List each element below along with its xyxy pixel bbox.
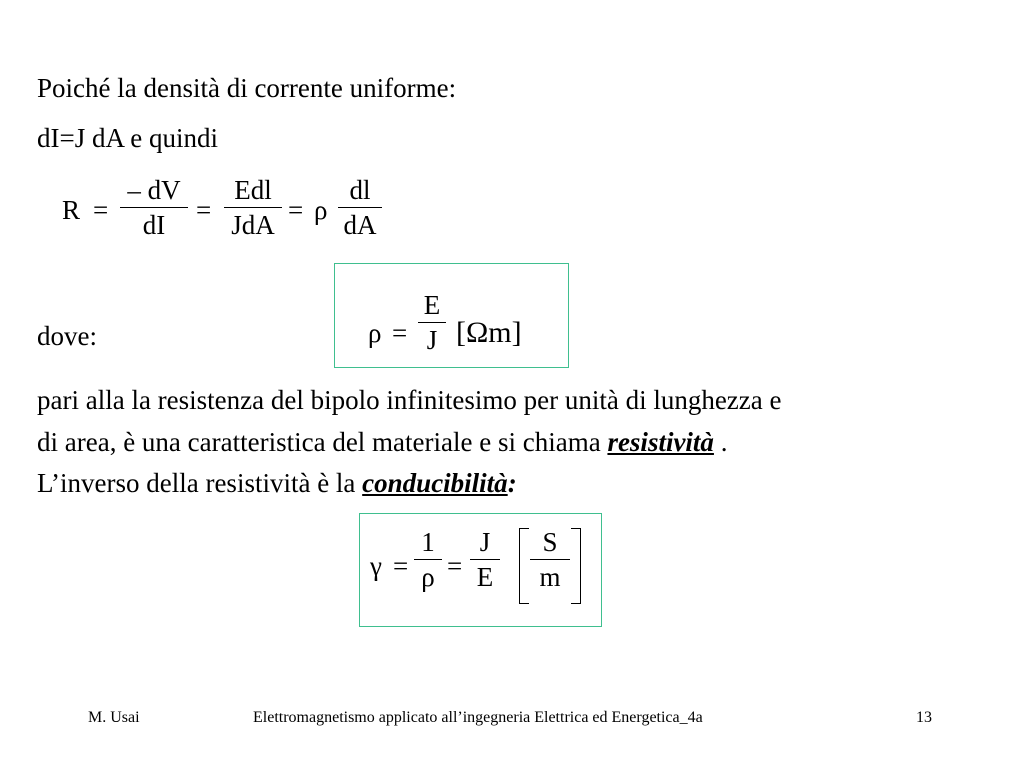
eq1-equals-3: =: [288, 195, 304, 225]
eq2-num: E: [423, 290, 441, 320]
paragraph-line-3-text: L’inverso della resistività è la: [37, 468, 363, 498]
paragraph-line-1: pari alla la resistenza del bipolo infinitesimo per unità di lunghezza e: [37, 385, 782, 415]
conducibilita-term: conducibilità: [362, 468, 508, 498]
conducibilita-colon: :: [507, 468, 517, 498]
eq1-lhs: R: [62, 195, 81, 225]
eq3-f1-num: 1: [421, 527, 435, 557]
eq1-f3-num: dl: [349, 175, 371, 205]
eq1-fraction-3: [338, 175, 382, 240]
eq1-fraction-2: [224, 175, 282, 240]
eq1-f2-den: JdA: [231, 210, 275, 240]
eq3-left-bracket: [519, 528, 529, 604]
resistivity-formula-box: [334, 263, 569, 368]
eq3-right-bracket: [571, 528, 581, 604]
paragraph-line-2-text: di area, è una caratteristica del materiale e si chiama: [37, 427, 608, 457]
eq1-f1-den: dI: [142, 210, 166, 240]
eq1-f1-num: – dV: [127, 175, 181, 205]
eq3-fraction-2: [470, 527, 500, 592]
eq1-f3-den: dA: [343, 210, 377, 240]
eq1-equals-1: =: [93, 195, 109, 225]
footer-course-title: Elettromagnetismo applicato all’ingegneria Elettrica ed Energetica_4a: [253, 709, 703, 726]
eq1-equals-2: =: [196, 195, 212, 225]
paragraph-line-2: [37, 425, 727, 459]
footer-page-number: 13: [916, 709, 932, 726]
line-2: dI=J dA e quindi: [37, 123, 218, 153]
eq3-gamma: γ: [370, 551, 382, 581]
eq1-rho: ρ: [314, 195, 328, 225]
eq3-equals-2: =: [447, 551, 463, 581]
eq1-fraction-1: [120, 175, 188, 240]
eq3-f1-den: ρ: [421, 562, 435, 592]
eq2-unit: [Ωm]: [456, 316, 522, 349]
eq2-fraction: [418, 290, 446, 355]
eq1-f2-num: Edl: [234, 175, 272, 205]
eq2-den: J: [426, 325, 438, 355]
eq3-f2-num: J: [479, 527, 491, 557]
eq3-unit-num: S: [542, 527, 558, 557]
eq3-equals-1: =: [393, 551, 409, 581]
footer-author: M. Usai: [88, 709, 140, 726]
eq3-fraction-1: [414, 527, 442, 592]
eq3-unit-fraction: [530, 527, 570, 592]
eq2-rho: ρ: [368, 318, 382, 348]
eq3-unit-den: m: [539, 562, 561, 592]
paragraph-line-2-end: .: [713, 427, 728, 457]
eq2-equals: =: [392, 318, 408, 348]
line-1: Poiché la densità di corrente uniforme:: [37, 73, 457, 103]
resistivita-term: resistività: [607, 427, 714, 457]
eq3-f2-den: E: [476, 562, 494, 592]
paragraph-line-3: [37, 466, 517, 500]
dove-label: dove:: [37, 321, 97, 351]
